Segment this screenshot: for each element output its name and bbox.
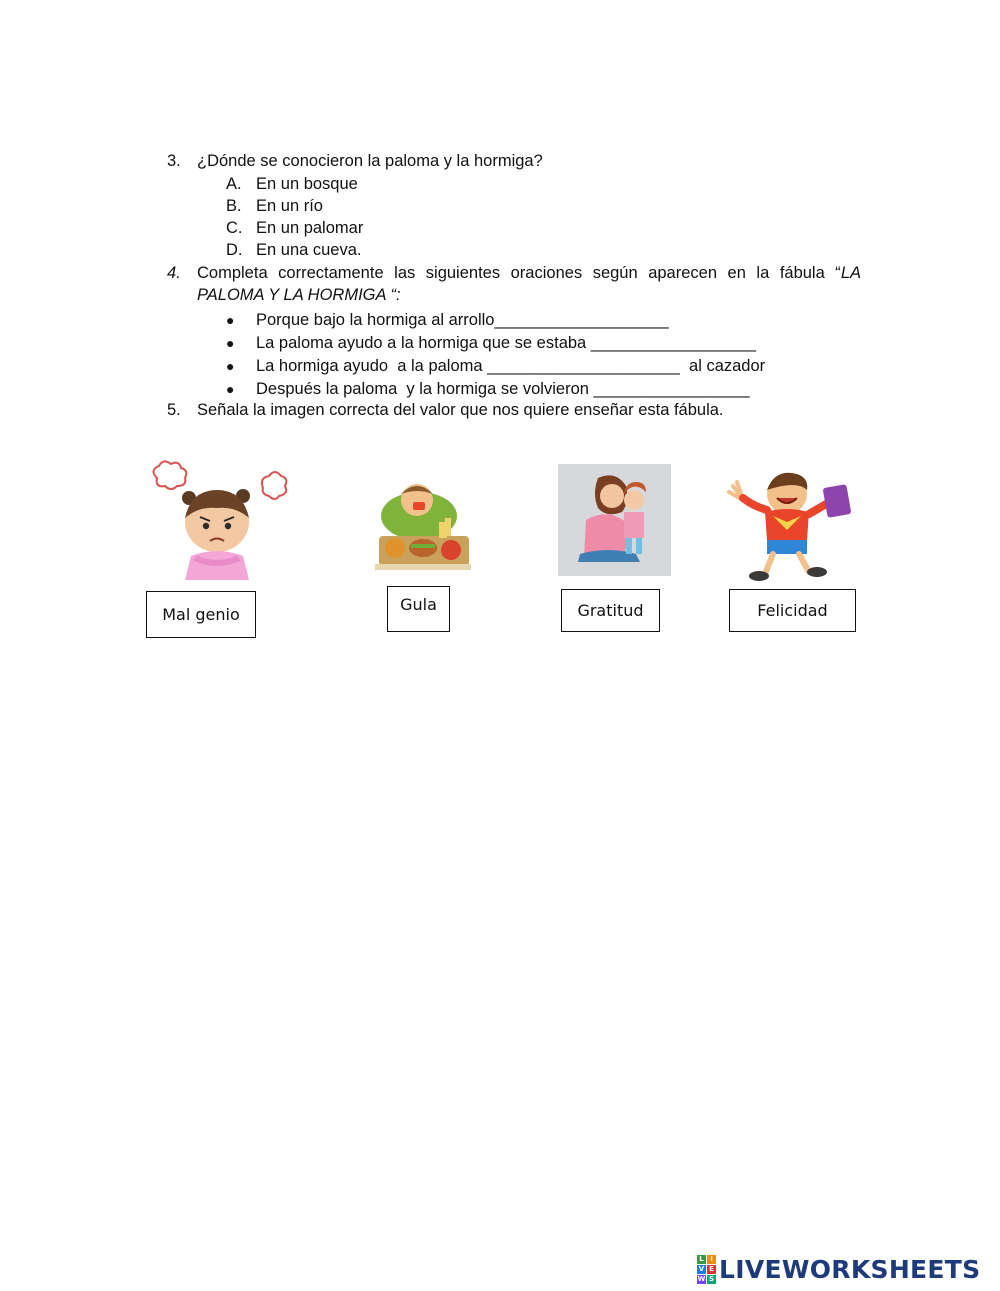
logo-mark-cell: I	[707, 1255, 716, 1264]
option-letter: D.	[226, 241, 243, 259]
bullet-text: Porque bajo la hormiga al arrollo___________________	[256, 311, 669, 329]
question-3-text: ¿Dónde se conocieron la paloma y la hormiga?	[197, 152, 543, 170]
question-4-text-plain: Completa correctamente las siguientes oraciones según aparecen en la fábula “	[197, 264, 841, 282]
bullet-icon: ●	[226, 312, 235, 328]
label-mal-genio[interactable]: Mal genio	[146, 591, 256, 638]
bullet-icon: ●	[226, 381, 235, 397]
boy-eating-image[interactable]	[373, 478, 473, 572]
option-text: En un bosque	[256, 175, 358, 193]
logo-mark-cell: V	[698, 1265, 705, 1273]
question-4-text-italic-2: PALOMA Y LA HORMIGA “:	[197, 286, 401, 304]
option-letter: A.	[226, 175, 242, 193]
logo-mark-icon	[697, 1255, 716, 1284]
logo-text: LIVEWORKSHEETS	[719, 1255, 981, 1284]
angry-girl-image[interactable]	[145, 460, 295, 582]
label-gula[interactable]: Gula	[387, 586, 450, 632]
logo-mark-cell: L	[697, 1255, 706, 1264]
question-3-number: 3.	[167, 152, 181, 170]
bullet-icon: ●	[226, 335, 235, 351]
bullet-text: La paloma ayudo a la hormiga que se estaba __________________	[256, 334, 756, 352]
question-4-text-italic: LA	[840, 264, 861, 282]
question-5-text: Señala la imagen correcta del valor que nos quiere enseñar esta fábula.	[197, 401, 724, 419]
question-5-number: 5.	[167, 401, 181, 419]
option-letter: B.	[226, 197, 242, 215]
label-gratitud[interactable]: Gratitud	[561, 589, 660, 632]
bullet-text: La hormiga ayudo a la paloma _____________________ al cazador	[256, 357, 766, 375]
label-felicidad[interactable]: Felicidad	[729, 589, 856, 632]
mother-daughter-image[interactable]	[558, 464, 671, 576]
option-text: En un río	[256, 197, 323, 215]
question-4-text	[197, 262, 861, 284]
bullet-text: Después la paloma y la hormiga se volvieron _________________	[256, 380, 750, 398]
liveworksheets-logo	[697, 1255, 980, 1284]
happy-boy-image[interactable]	[725, 468, 862, 583]
option-text: En una cueva.	[256, 241, 362, 259]
option-letter: C.	[226, 219, 243, 237]
option-text: En un palomar	[256, 219, 364, 237]
bullet-icon: ●	[226, 358, 235, 374]
logo-mark-cell: W	[697, 1275, 706, 1283]
logo-mark-cell: E	[707, 1265, 716, 1274]
logo-mark-cell: S	[708, 1275, 715, 1283]
question-4-number: 4.	[167, 264, 181, 282]
